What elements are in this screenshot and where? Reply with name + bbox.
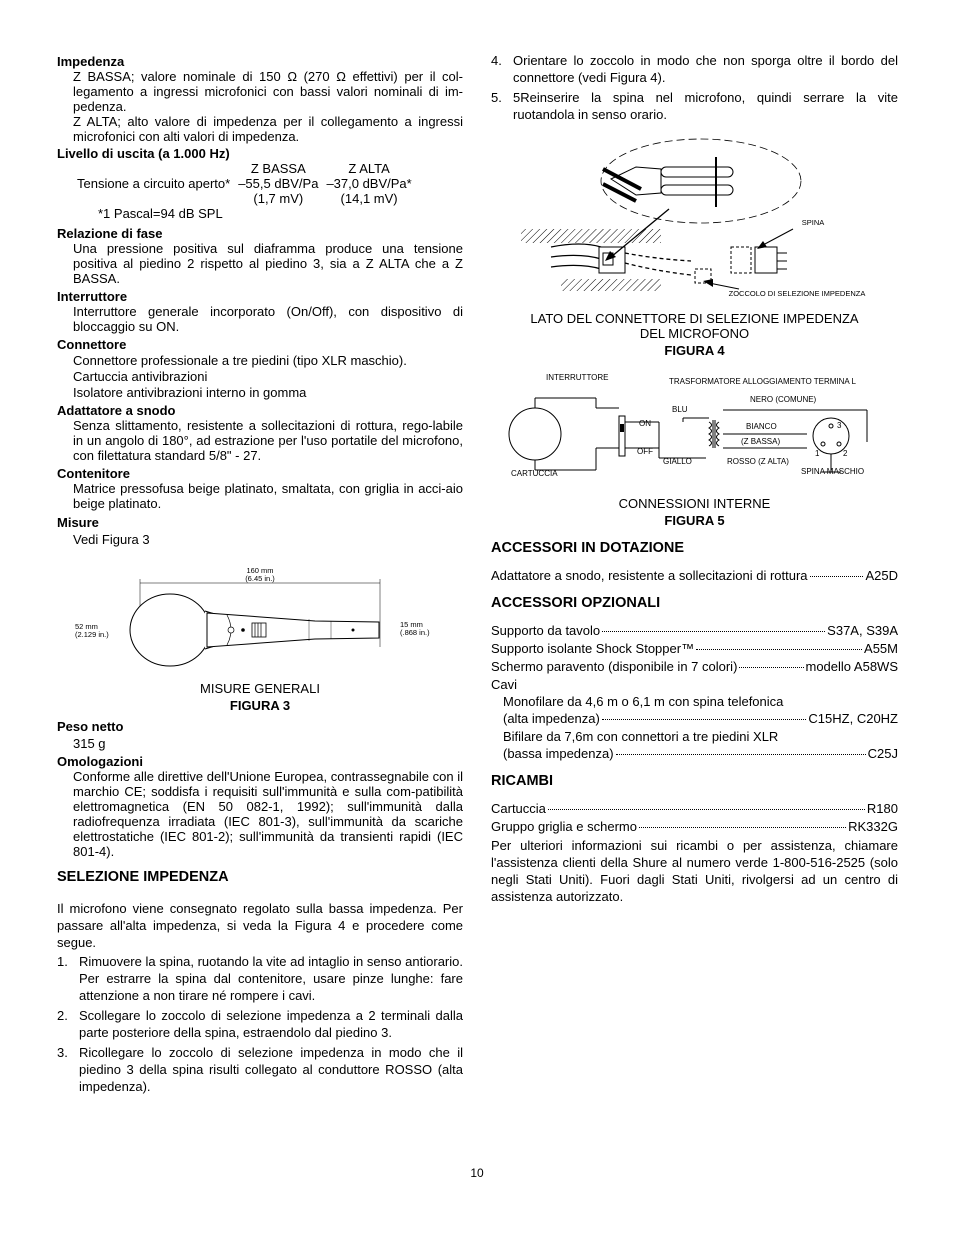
cavo1-description: Monofilare da 4,6 m o 6,1 m con spina telefonica xyxy=(503,694,784,709)
peso-heading: Peso netto xyxy=(57,719,124,734)
cavi-label: Cavi xyxy=(491,677,518,692)
accessory-row: (alta impedenza) C15HZ, C20HZ xyxy=(503,711,898,726)
spina-label: SPINA xyxy=(801,218,825,227)
contenitore-text: Matrice pressofusa beige platinato, smaltata, con griglia in acci-aio beige platinato. xyxy=(73,481,463,511)
figura4-caption-line1: LATO DEL CONNETTORE DI SELEZIONE IMPEDENZA xyxy=(530,311,859,326)
rosso-label: ROSSO (Z ALTA) xyxy=(727,457,789,466)
selezione-steps-continued xyxy=(491,52,898,123)
wiring-diagram xyxy=(491,364,898,494)
step-3: 3. Ricollegare lo zoccolo di selezione impedenza in modo che il piedino 3 della spina risulti collegato al conduttore ROSSO (alta impedenza). xyxy=(57,1045,463,1094)
dim-head-mm: 52 mm xyxy=(75,622,98,631)
pin-2-label: 2 xyxy=(843,449,848,458)
adattatore-text: Senza slittamento, resistente a sollecitazioni di rottura, rego-labile in un angolo di 180°, ad estrazione per l'uso portatile del microfono, con filettatura standard 5/8" - 27. xyxy=(73,418,463,463)
connettore-heading: Connettore xyxy=(57,337,127,352)
dim-length-mm: 160 mm xyxy=(246,566,274,575)
figura3-caption: MISURE GENERALI xyxy=(200,681,320,696)
misure-heading: Misure xyxy=(57,515,99,530)
cavo2-description: Bifilare da 7,6m con connettori a tre piedini XLR xyxy=(503,729,779,744)
zbassa-label: (Z BASSA) xyxy=(741,437,781,446)
dim-length-in: (6.45 in.) xyxy=(245,574,275,583)
selezione-steps xyxy=(57,953,463,1095)
connector-drawing xyxy=(491,129,898,299)
selezione-heading: SELEZIONE IMPEDENZA xyxy=(57,869,229,885)
fase-heading: Relazione di fase xyxy=(57,226,163,241)
page-number: 10 xyxy=(470,1166,484,1180)
accessori-opzionali-heading: ACCESSORI OPZIONALI xyxy=(491,595,661,611)
dim-head-in: (2.129 in.) xyxy=(75,630,109,639)
selezione-intro: Il microfono viene consegnato regolato sulla bassa impedenza. Per passare all'alta impedenza, si veda la Figura 4 e procedere come segue. xyxy=(57,901,463,950)
pin-1-label: 1 xyxy=(815,449,820,458)
on-label: ON xyxy=(639,419,651,428)
interruttore-text: Interruttore generale incorporato (On/Off), con dispositivo di bloccaggio su ON. xyxy=(73,304,463,334)
peso-text: 315 g xyxy=(73,736,106,751)
figura4-label: FIGURA 4 xyxy=(664,343,725,358)
cartuccia-label: CARTUCCIA xyxy=(511,469,558,478)
microphone-dimensions-drawing xyxy=(57,557,463,677)
value-zbassa: –55,5 dBV/Pa xyxy=(238,176,319,191)
ricambi-heading: RICAMBI xyxy=(491,773,554,789)
connettore-line3: Isolatore antivibrazioni interno in gomma xyxy=(73,385,307,400)
figura3-label: FIGURA 3 xyxy=(229,698,291,713)
step-2: 2. Scollegare lo zoccolo di selezione impedenza a 2 terminali dalla parte posteriore della spina, estraendolo dal piedino 3. xyxy=(57,1008,463,1040)
spare-part-row: Cartuccia R180 xyxy=(491,801,898,816)
blu-label: BLU xyxy=(672,405,688,414)
value-zalta: –37,0 dBV/Pa* xyxy=(326,176,412,191)
accessory-code: A25D xyxy=(865,568,898,583)
step-1: 1. Rimuovere la spina, ruotando la vite ad intaglio in senso antiorario. Per estrarre la spina dal contenitore, usare pinze lunghe: fare attenzione a non tirare né rompere i cavi. xyxy=(57,954,463,1003)
accessory-row: Supporto isolante Shock Stopper™ A55M xyxy=(491,641,898,656)
impedenza-text-low: Z BASSA; valore nominale di 150 Ω (270 Ω effettivi) per il col-legamento a ingressi microfonici con bassi valori nominali di im-pedenza. xyxy=(73,69,463,114)
interruttore-heading: Interruttore xyxy=(57,289,128,304)
output-level-table xyxy=(73,161,416,206)
mv-zalta: (14,1 mV) xyxy=(340,191,398,206)
trasformatore-label: TRASFORMATORE ALLOGGIAMENTO TERMINA L xyxy=(669,377,856,386)
accessory-row: (bassa impedenza) C25J xyxy=(503,746,898,761)
nero-label: NERO (COMUNE) xyxy=(750,395,817,404)
adattatore-heading: Adattatore a snodo xyxy=(57,403,176,418)
off-label: OFF xyxy=(637,447,653,456)
left-column xyxy=(57,52,463,1098)
bianco-label: BIANCO xyxy=(746,422,777,431)
fase-text: Una pressione positiva sul diaframma produce una tensione positiva al piedino 2 rispetto al piedino 3, sia a Z ALTA che a Z BASSA. xyxy=(73,241,463,286)
row-label: Tensione a circuito aperto* xyxy=(77,176,231,191)
accessory-row xyxy=(491,568,898,583)
livello-heading: Livello di uscita (a 1.000 Hz) xyxy=(57,146,230,161)
accessori-dotazione-heading: ACCESSORI IN DOTAZIONE xyxy=(491,540,685,556)
interruttore-label: INTERRUTTORE xyxy=(546,373,609,382)
omologazioni-heading: Omologazioni xyxy=(57,754,143,769)
figura4-caption-line2: DEL MICROFONO xyxy=(639,326,750,341)
contenitore-heading: Contenitore xyxy=(57,466,130,481)
spare-part-row: Gruppo griglia e schermo RK332G xyxy=(491,819,898,834)
ricambi-text: Per ulteriori informazioni sui ricambi o per assistenza, chiamare l'assistenza clienti della Shure al numero verde 1-800-516-2525 (solo negli Stati Uniti). Fuori dagli Stati Uniti, rivolgersi ad un centro di assistenza autorizzato. xyxy=(491,838,898,904)
accessory-row: Schermo paravento (disponibile in 7 colori) modello A58WS xyxy=(491,659,898,674)
dim-tail-mm: 15 mm xyxy=(400,620,423,629)
zoccolo-label: ZOCCOLO DI SELEZIONE IMPEDENZA xyxy=(728,289,866,298)
accessory-label: Adattatore a snodo, resistente a sollecitazioni di rottura xyxy=(491,568,808,583)
impedenza-heading: Impedenza xyxy=(57,54,125,69)
omologazioni-text: Conforme alle direttive dell'Unione Europea, contrassegnabile con il marchio CE; soddisfa i requisiti sull'immunità e sulla com-patibilità elettromagnetica (EN 50 082-1, 1992); sull'immunità dalla radiofrequenza irradiata (IEC 801-3), sull'immunità da scariche elettrostatiche (IEC 801-2); sull'immunità da transienti rapidi (IEC 801-4). xyxy=(73,769,463,859)
col-zalta: Z ALTA xyxy=(348,161,390,176)
connettore-line2: Cartuccia antivibrazioni xyxy=(73,369,208,384)
dim-tail-in: (.868 in.) xyxy=(400,628,430,637)
step-5: 5. 5Reinserire la spina nel microfono, quindi serrare la vite ruotandola in senso orario. xyxy=(491,90,898,122)
right-column xyxy=(491,52,898,905)
col-zbassa: Z BASSA xyxy=(250,161,306,176)
connettore-line1: Connettore professionale a tre piedini (tipo XLR maschio). xyxy=(73,353,407,368)
mv-zbassa: (1,7 mV) xyxy=(253,191,304,206)
pascal-note: *1 Pascal=94 dB SPL xyxy=(98,206,223,221)
step-4: 4. Orientare lo zoccolo in modo che non sporga oltre il bordo del connettore (vedi Figura 4). xyxy=(491,53,898,85)
figura5-label: FIGURA 5 xyxy=(664,513,725,528)
spina-maschio-label: SPINA MASCHIO xyxy=(801,467,865,476)
pin-3-label: 3 xyxy=(837,421,842,430)
misure-text: Vedi Figura 3 xyxy=(73,532,150,547)
figura5-caption: CONNESSIONI INTERNE xyxy=(618,496,771,511)
giallo-label: GIALLO xyxy=(663,457,692,466)
impedenza-text-high: Z ALTA; alto valore di impedenza per il collegamento a ingressi microfonici con alti valori di impedenza. xyxy=(73,114,463,144)
accessory-row: Supporto da tavolo S37A, S39A xyxy=(491,623,898,638)
